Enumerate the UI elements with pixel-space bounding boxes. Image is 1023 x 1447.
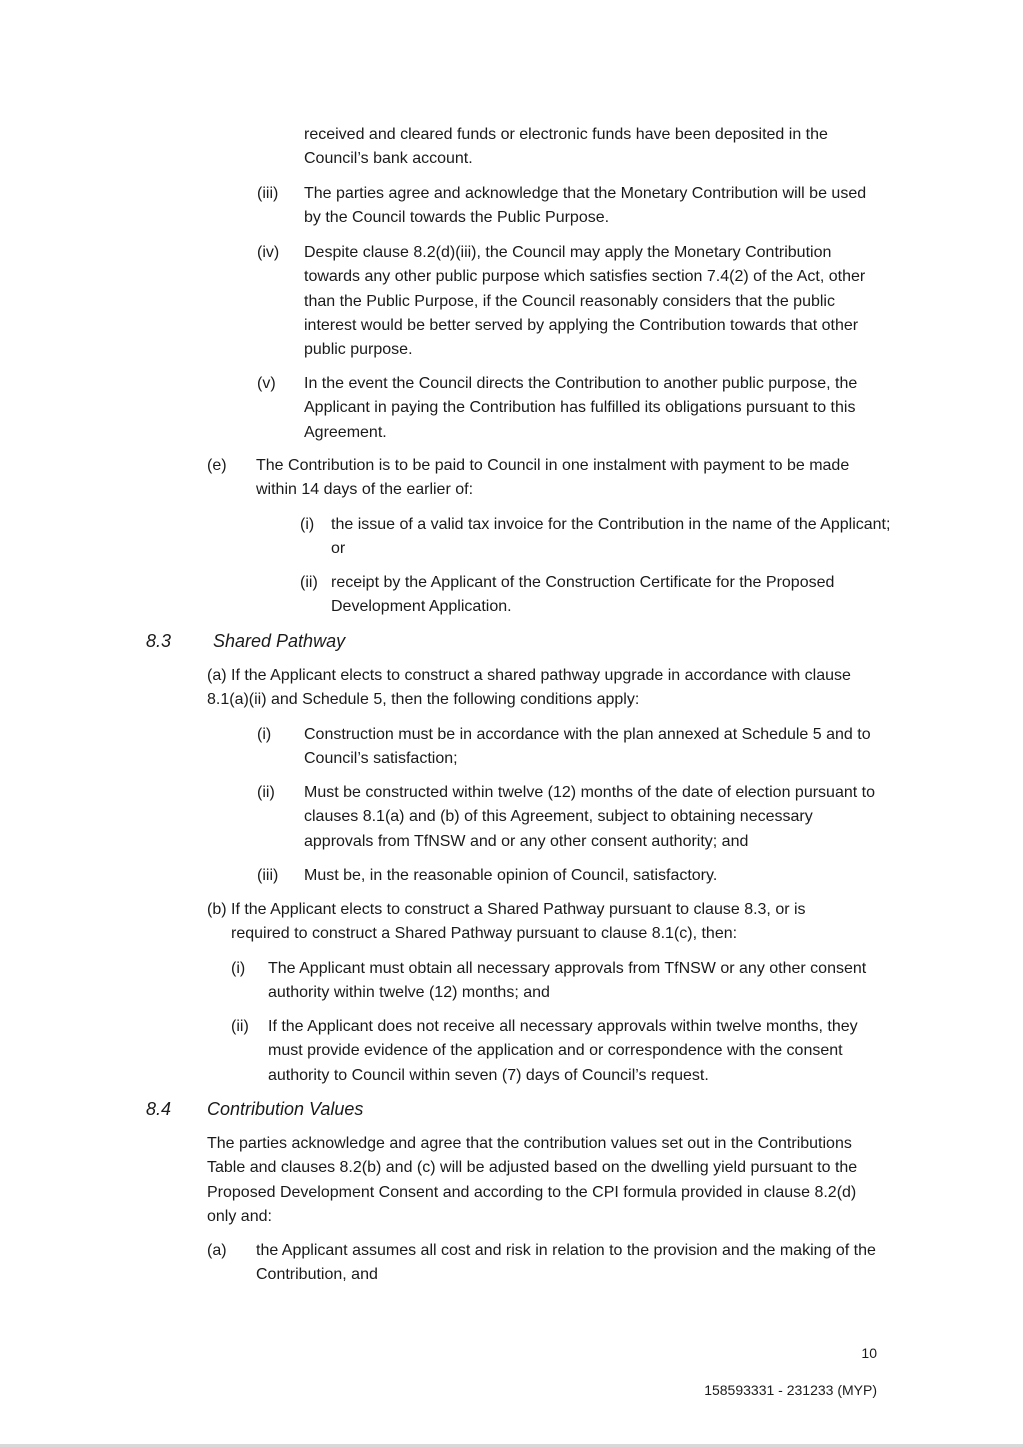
clause-8-2-d-v-text: In the event the Council directs the Contribution to another public purpose, the Applicant in paying the Contribution has fulfilled its obligations pursuant to this Agreement. [304,375,858,441]
section-8-3-b-ii-label: (ii) [231,1018,249,1035]
section-8-3-a-ii-text: Must be constructed within twelve (12) months of the date of election pursuant to clauses 8.1(a) and (b) of this Agreement, subject to obtaining necessary approvals from TfNSW and or any other consent authority; and [304,784,875,850]
clause-8-2-e-text: The Contribution is to be paid to Council in one instalment with payment to be made within 14 days of the earlier of: [256,457,850,499]
clause-8-2-e-ii-label: (ii) [300,574,318,591]
section-8-3-a-iii-label: (iii) [257,867,279,884]
clause-8-2-d-v-label: (v) [257,375,276,392]
clause-8-2-d-iii-label: (iii) [257,185,279,202]
section-8-3-a-ii-label: (ii) [257,784,275,801]
section-8-4-a-label: (a) [207,1242,227,1259]
section-8-3-number: 8.3 [146,631,172,651]
clause-8-2-d-iv-text: Despite clause 8.2(d)(iii), the Council may apply the Monetary Contribution towards any other public purpose which satisfies section 7.4(2) of the Act, other than the Public Purpose, if the Council reasonably considers that the public interest would be better served by applying the Contribution towards that other public purpose. [304,244,866,359]
clause-8-2-e-i-label: (i) [300,516,315,533]
clause-8-2-e-i-text: the issue of a valid tax invoice for the Contribution in the name of the Applicant; or [331,516,891,558]
clause-8-2-d-iii-text: The parties agree and acknowledge that the Monetary Contribution will be used by the Council towards the Public Purpose. [304,185,867,227]
section-8-3-b-i-label: (i) [231,960,246,977]
clause-8-2-d-iv-label: (iv) [257,244,280,261]
section-8-4-title: Contribution Values [207,1099,364,1119]
clause-8-2-d-ii-continuation: received and cleared funds or electronic funds have been deposited in the Council’s bank account. [304,126,828,168]
section-8-3-b-ii-text: If the Applicant does not receive all necessary approvals within twelve months, they must provide evidence of the application and or correspondence with the consent authority to Council within seven (7) days of Council’s request. [268,1018,858,1084]
clause-8-2-e-label: (e) [207,457,227,474]
section-8-3-title: Shared Pathway [213,631,346,651]
section-8-3-para-b-label: (b) [207,901,227,918]
section-8-3-a-iii-text: Must be, in the reasonable opinion of Council, satisfactory. [304,867,718,884]
section-8-4-a-text: the Applicant assumes all cost and risk in relation to the provision and the making of the Contribution, and [256,1242,876,1284]
document-reference: 158593331 - 231233 (MYP) [704,1382,877,1398]
section-8-3-a-i-text: Construction must be in accordance with the plan annexed at Schedule 5 and to Council’s satisfaction; [304,726,871,768]
section-8-3-b-i-text: The Applicant must obtain all necessary approvals from TfNSW or any other consent authority within twelve (12) months; and [268,960,867,1002]
page-number: 10 [861,1345,877,1361]
section-8-4-number: 8.4 [146,1099,172,1119]
section-8-3-para-b: If the Applicant elects to construct a Shared Pathway pursuant to clause 8.3, or is required to construct a Shared Pathway pursuant to clause 8.1(c), then: [231,901,806,943]
section-8-4-intro: The parties acknowledge and agree that the contribution values set out in the Contributions Table and clauses 8.2(b) and (c) will be adjusted based on the dwelling yield pursuant to the Proposed Development Consent and according to the CPI formula provided in clause 8.2(d) only and: [207,1135,858,1225]
section-8-3-a-i-label: (i) [257,726,272,743]
section-8-3-para-a: (a) If the Applicant elects to construct a shared pathway upgrade in accordance with clause 8.1(a)(ii) and Schedule 5, then the following conditions apply: [207,667,851,709]
clause-8-2-e-ii-text: receipt by the Applicant of the Construction Certificate for the Proposed Development Application. [331,574,835,616]
